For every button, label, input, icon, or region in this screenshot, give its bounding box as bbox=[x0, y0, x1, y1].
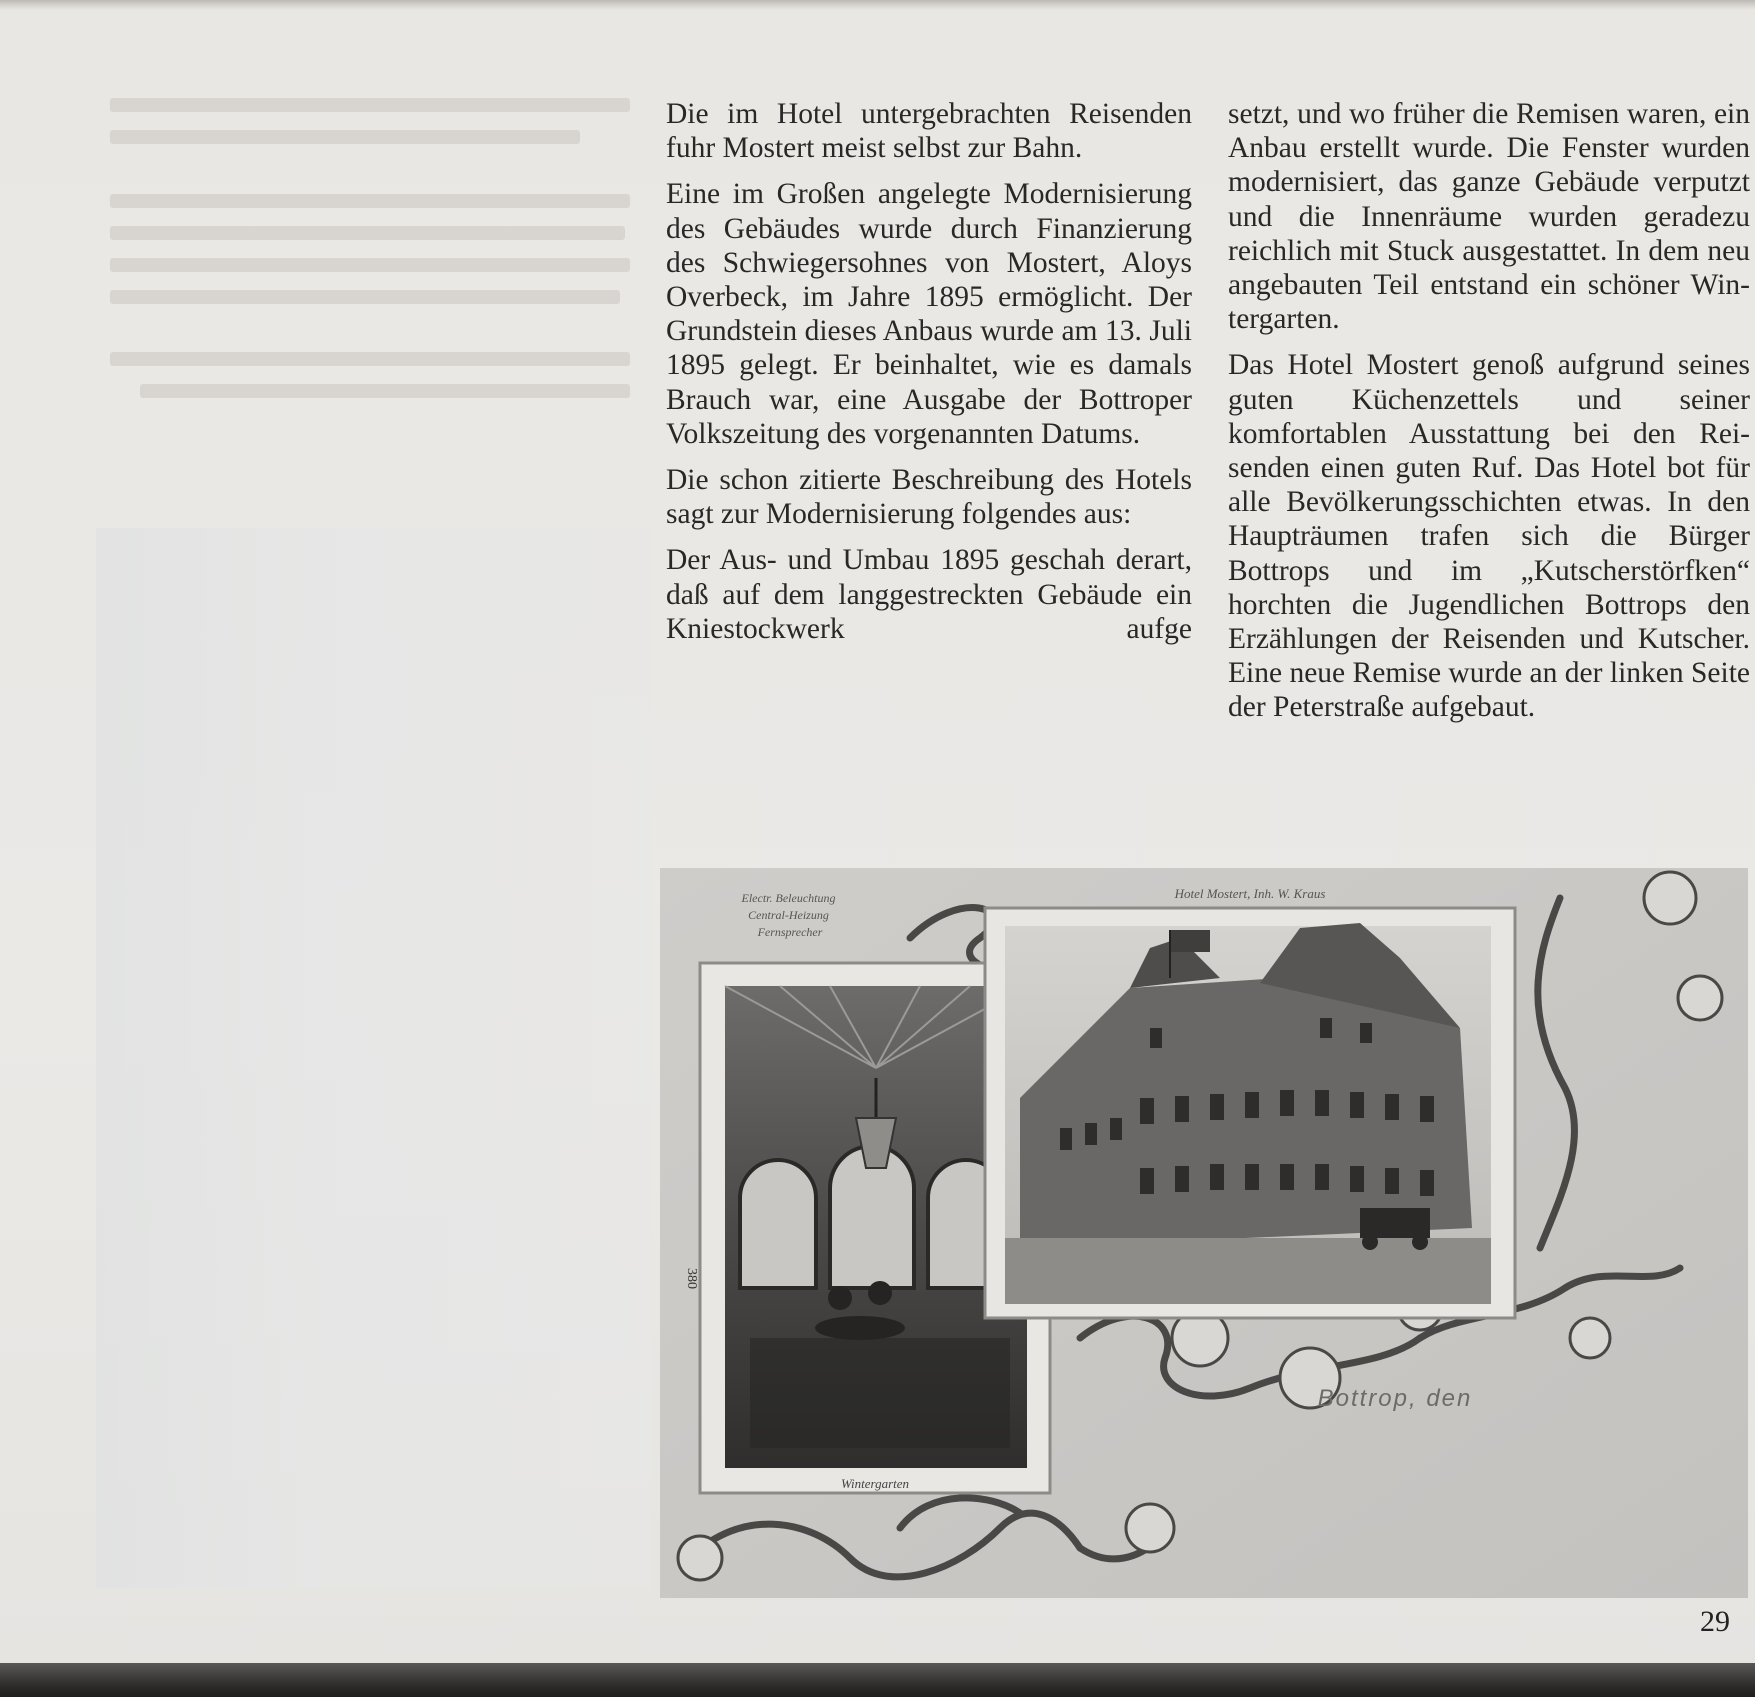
bleed-through-image bbox=[96, 528, 651, 1588]
paragraph: Die im Hotel untergebrachten Reisenden fuhr Mostert meist selbst zur Bahn. bbox=[666, 98, 1192, 165]
historic-postcard bbox=[660, 868, 1748, 1598]
paragraph: Das Hotel Mostert genoß aufgrund seines guten Küchenzettels und seiner komfortablen Ausstattung bei den Reisenden einen guten Ruf. Das Hotel bot für alle Bevölkerungsschichten etwas. In den Haupträumen trafen sich die Bürger Bottrops und im „Kutscherstörfken“ horchten die Jugendlichen Bottrops den Erzählungen der Reisenden und Kutscher. Eine neue Remise wurde an der linken Seite der Peterstraße aufgebaut. bbox=[1228, 349, 1750, 724]
paragraph: Der Aus- und Umbau 1895 geschah derart, daß auf dem langgestreckten Gebäude ein Kniestockwerk aufge bbox=[666, 544, 1192, 645]
wintergarten-caption: Wintergarten bbox=[840, 1476, 910, 1491]
text-column-left bbox=[666, 97, 1192, 658]
page-bottom-edge bbox=[0, 1663, 1755, 1697]
page-number: 29 bbox=[1700, 1605, 1730, 1638]
postcard-side-number: 380 bbox=[684, 1268, 699, 1289]
bleed-through-text bbox=[100, 90, 640, 420]
postcard-place-line: Bottrop, den bbox=[1317, 1385, 1473, 1412]
page-top-edge bbox=[0, 0, 1755, 10]
paragraph: setzt, und wo früher die Remisen waren, ein Anbau erstellt wurde. Die Fenster wurden modernisiert, das ganze Gebäude verputzt und die Innenräume wurden geradezu reichlich mit Stuck ausgestattet. In dem neu angebauten Teil entstand ein schöner Wintergarten. bbox=[1228, 98, 1750, 336]
text-column-right bbox=[1228, 97, 1750, 737]
paragraph: Die schon zitierte Beschreibung des Hotels sagt zur Modernisierung folgendes aus: bbox=[666, 464, 1192, 531]
paragraph: Eine im Großen angelegte Modernisierung des Gebäudes wurde durch Finanzierung des Schwiegersohnes von Mostert, Aloys Overbeck, im Jahre 1895 ermöglicht. Der Grundstein dieses Anbaus wurde am 13. Juli 1895 gelegt. Er beinhaltet, wie es damals Brauch war, eine Ausgabe der Bottroper Volkszeitung des vorgenannten Datums. bbox=[666, 178, 1192, 450]
postcard-amenities-caption: Electr. Beleuchtung Central-Heizung Fernsprecher bbox=[741, 891, 836, 939]
hotel-caption: Hotel Mostert, Inh. W. Kraus bbox=[1174, 886, 1326, 901]
